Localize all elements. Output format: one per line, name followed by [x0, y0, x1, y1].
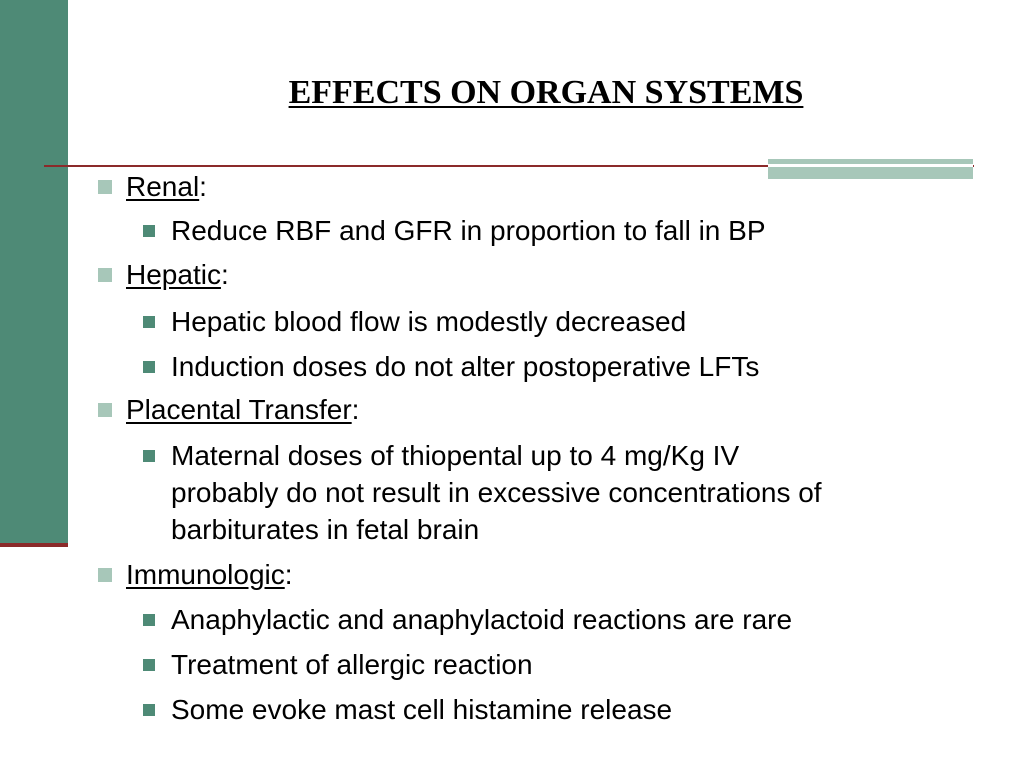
square-bullet-icon — [143, 450, 155, 462]
section-heading-label: Placental Transfer — [126, 394, 352, 425]
list-item-line: barbiturates in fetal brain — [171, 514, 480, 545]
section-heading-text — [126, 170, 207, 204]
list-item-text — [171, 212, 971, 249]
square-bullet-icon — [143, 225, 155, 237]
list-item-text — [171, 646, 971, 683]
section-heading-colon: : — [199, 171, 207, 202]
list-item-line: Induction doses do not alter postoperative LFTs — [171, 351, 760, 382]
section-heading-label: Renal — [126, 171, 200, 202]
list-item-text — [171, 691, 971, 728]
section-heading-label: Immunologic — [126, 559, 285, 590]
square-bullet-icon — [98, 568, 112, 582]
list-item-text — [171, 303, 971, 340]
side-bar-accent-line — [0, 543, 68, 547]
list-item-text — [171, 348, 971, 385]
square-bullet-icon — [143, 361, 155, 373]
square-bullet-icon — [143, 316, 155, 328]
list-item-line: Reduce RBF and GFR in proportion to fall in BP — [171, 215, 766, 246]
section-heading-colon: : — [220, 259, 229, 290]
divider-stripe-block — [768, 159, 973, 179]
list-item-line: probably do not result in excessive concentrations of — [171, 477, 822, 508]
list-item-text — [171, 601, 971, 638]
square-bullet-icon — [98, 180, 112, 194]
square-bullet-icon — [143, 659, 155, 671]
side-bar-decoration — [0, 0, 68, 545]
slide-title-text: EFFECTS ON ORGAN SYSTEMS — [288, 74, 804, 111]
section-heading-colon: : — [351, 394, 360, 425]
section-heading-colon: : — [284, 559, 293, 590]
list-item-line: Maternal doses of thiopental up to 4 mg/Kg IV — [171, 440, 740, 471]
section-heading-text — [126, 558, 293, 592]
list-item-line: Anaphylactic and anaphylactoid reactions are rare — [171, 604, 793, 635]
divider-stripe — [768, 167, 973, 179]
square-bullet-icon — [98, 403, 112, 417]
list-item-text — [171, 437, 971, 548]
divider-stripe — [768, 159, 973, 164]
square-bullet-icon — [98, 268, 112, 282]
section-heading-text — [126, 258, 229, 292]
list-item-line: Treatment of allergic reaction — [171, 649, 533, 680]
list-item-line: Some evoke mast cell histamine release — [171, 694, 673, 725]
square-bullet-icon — [143, 614, 155, 626]
square-bullet-icon — [143, 704, 155, 716]
list-item-line: Hepatic blood flow is modestly decreased — [171, 306, 687, 337]
slide-title — [68, 74, 1024, 112]
section-heading-text — [126, 393, 359, 427]
section-heading-label: Hepatic — [126, 259, 221, 290]
